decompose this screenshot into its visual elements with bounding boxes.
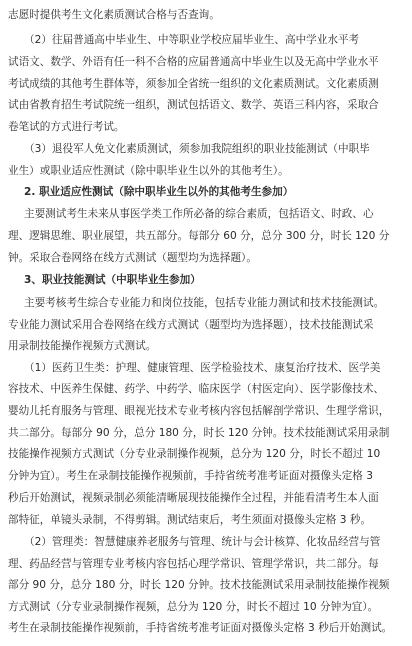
text-line-11: 理、逻辑思维、职业展望，共五部分。每部分 60 分，总分 300 分，时长 120 分 bbox=[8, 230, 390, 242]
text-line-2: （2）往届普通高中毕业生、中等职业学校应届毕业生、高中学业水平考 bbox=[24, 34, 360, 46]
text-line-1: 志愿时提供考生文化素质测试合格与否查询。 bbox=[8, 9, 220, 21]
text-line-3: 试语文、数学、外语有任一科不合格的应届普通高中毕业生以及无高中学业水平 bbox=[8, 56, 379, 68]
section-heading-2: 2. 职业适应性测试（除中职毕业生以外的其他考生参加） bbox=[24, 186, 294, 198]
text-line-28: 方式测试（分专业录制操作视频，总分为 120 分，时长不超过 10 分钟为宜）。 bbox=[8, 601, 379, 613]
section-heading-3: 3、职业技能测试（中职毕业生参加） bbox=[24, 274, 201, 286]
text-line-22: 分钟为宜）。考生在录制技能操作视频前，手持省统考准考证面对摄像头定格 3 bbox=[8, 470, 373, 482]
text-line-5: 试由省教育招生考试院统一组织，测试包括语文、数学、英语三科内容，采取合 bbox=[8, 99, 379, 111]
text-line-25: （2）管理类：智慧健康养老服务与管理、统计与会计核算、化妆品经营与管 bbox=[24, 536, 381, 548]
text-line-15: 专业能力测试采用合卷网络在线方式测试（题型均为选择题），技术技能测试采 bbox=[8, 319, 374, 331]
text-line-21: 技能操作视频方式测试（分专业录制操作视频，总分为 120 分，时长不超过 10 bbox=[8, 448, 381, 460]
text-line-27: 部分 90 分，总分 180 分，时长 120 分钟。技术技能测试采用录制技能操作视频 bbox=[8, 579, 390, 591]
text-line-19: 婴幼儿托育服务与管理、眼视光技术专业考核内容包括解剖学常识、生理学常识， bbox=[8, 405, 390, 417]
text-line-24: 部特征，单镜头录制，不得剪辑。测试结束后，考生须面对摄像头定格 3 秒。 bbox=[8, 514, 372, 526]
text-line-20: 共二部分。每部分 90 分，总分 180 分，时长 120 分钟。技术技能测试采用录制 bbox=[8, 427, 390, 439]
text-line-23: 秒后开始测试，视频录制必须能清晰展现技能操作全过程，并能看清考生本人面 bbox=[8, 492, 379, 504]
text-line-18: 容技术、中医养生保健、药学、中药学、临床医学（村医定向）、医学影像技术、 bbox=[8, 383, 385, 395]
text-line-10: 主要测试考生未来从事医学类工作所必备的综合素质，包括语文、时政、心 bbox=[24, 208, 374, 220]
text-line-29: 考生在录制技能操作视频前，手持省统考准考证面对摄像头定格 3 秒后开始测试。 bbox=[8, 622, 393, 634]
text-line-26: 理、药品经营与管理专业考核内容包括心理学常识、管理学常识，共二部分。每 bbox=[8, 558, 379, 570]
text-line-7: （3）退役军人免文化素质测试，须参加我院组织的职业技能测试（中职毕 bbox=[24, 143, 370, 155]
text-line-6: 卷笔试的方式进行考试。 bbox=[8, 121, 125, 133]
text-line-14: 主要考核考生综合专业能力和岗位技能，包括专业能力测试和技术技能测试。 bbox=[24, 297, 385, 309]
text-line-8: 业生）或职业适应性测试（除中职毕业生以外的其他考生）。 bbox=[8, 165, 289, 177]
text-line-17: （1）医药卫生类：护理、健康管理、医学检验技术、康复治疗技术、医学美 bbox=[24, 362, 381, 374]
text-line-12: 钟。采取合卷网络在线方式测试（题型均为选择题）。 bbox=[8, 252, 257, 264]
text-line-16: 用录制技能操作视频方式测试。 bbox=[8, 340, 157, 352]
text-line-4: 考试成绩的其他考生群体等，须参加全省统一组织的文化素质测试。文化素质测 bbox=[8, 78, 379, 90]
